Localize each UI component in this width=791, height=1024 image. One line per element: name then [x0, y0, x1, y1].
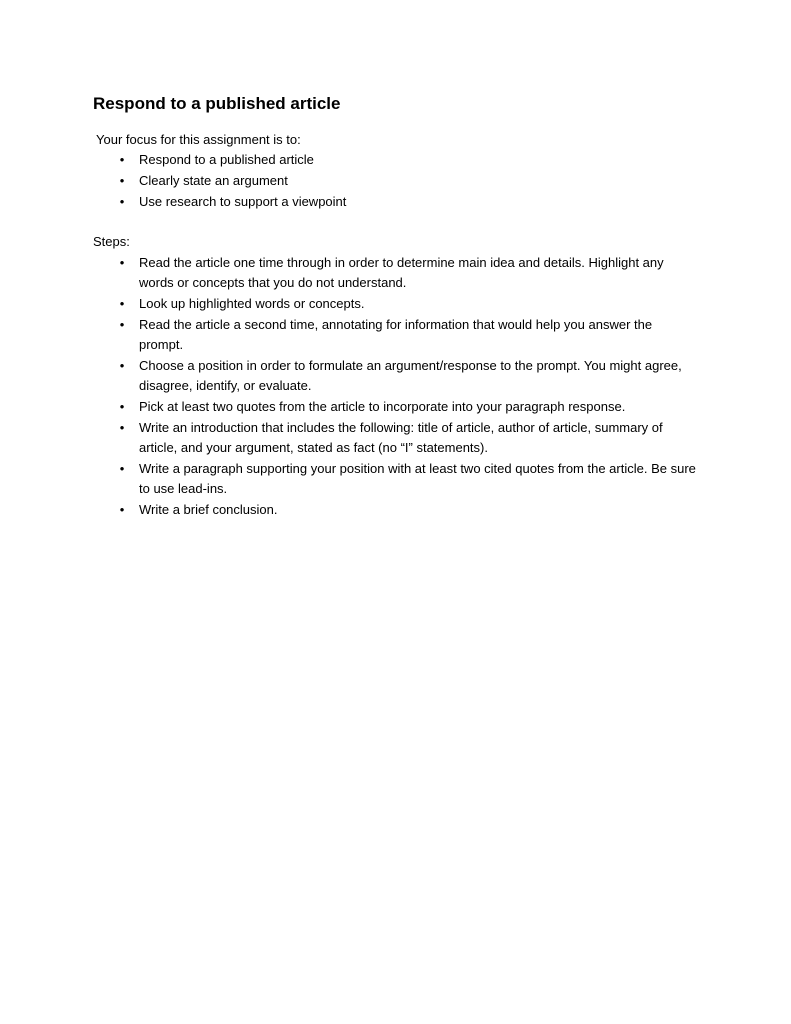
list-item-text: Read the article one time through in order to determine main idea and details. Highlight any words or concepts that you do not understand.: [139, 255, 664, 290]
list-item-text: Read the article a second time, annotating for information that would help you answer the prompt.: [139, 317, 653, 352]
list-item-text: Use research to support a viewpoint: [139, 194, 347, 209]
list-item: [0, 253, 699, 293]
bullet-icon: •: [119, 420, 125, 435]
list-item: [0, 418, 699, 458]
list-item-text: Choose a position in order to formulate an argument/response to the prompt. You might agree, disagree, identify, or evaluate.: [139, 358, 682, 393]
steps-list: [0, 253, 699, 521]
list-item: [0, 150, 699, 170]
document-title: Respond to a published article: [93, 94, 341, 113]
list-item-text: Write a paragraph supporting your position with at least two cited quotes from the article. Be sure to use lead-ins.: [139, 461, 696, 496]
bullet-icon: •: [119, 173, 125, 188]
list-item: [0, 500, 699, 520]
bullet-icon: •: [119, 461, 125, 476]
list-item-text: Clearly state an argument: [139, 173, 288, 188]
list-item: [0, 171, 699, 191]
bullet-icon: •: [119, 296, 125, 311]
bullet-icon: •: [119, 255, 125, 270]
list-item: [0, 459, 699, 499]
list-item: [0, 294, 699, 314]
steps-label: Steps:: [93, 234, 130, 249]
focus-list: [0, 150, 699, 213]
list-item-text: Write an introduction that includes the following: title of article, author of article, summary of article, and your argument, stated as fact (no “I” statements).: [139, 420, 663, 455]
focus-intro: Your focus for this assignment is to:: [96, 132, 301, 147]
list-item-text: Look up highlighted words or concepts.: [139, 296, 365, 311]
list-item-text: Pick at least two quotes from the article to incorporate into your paragraph response.: [139, 399, 626, 414]
list-item: [0, 397, 699, 417]
list-item-text: Write a brief conclusion.: [139, 502, 278, 517]
list-item-text: Respond to a published article: [139, 152, 314, 167]
bullet-icon: •: [119, 399, 125, 414]
bullet-icon: •: [119, 358, 125, 373]
list-item: [0, 356, 699, 396]
list-item: [0, 315, 699, 355]
bullet-icon: •: [119, 317, 125, 332]
bullet-icon: •: [119, 152, 125, 167]
bullet-icon: •: [119, 194, 125, 209]
list-item: [0, 192, 699, 212]
bullet-icon: •: [119, 502, 125, 517]
